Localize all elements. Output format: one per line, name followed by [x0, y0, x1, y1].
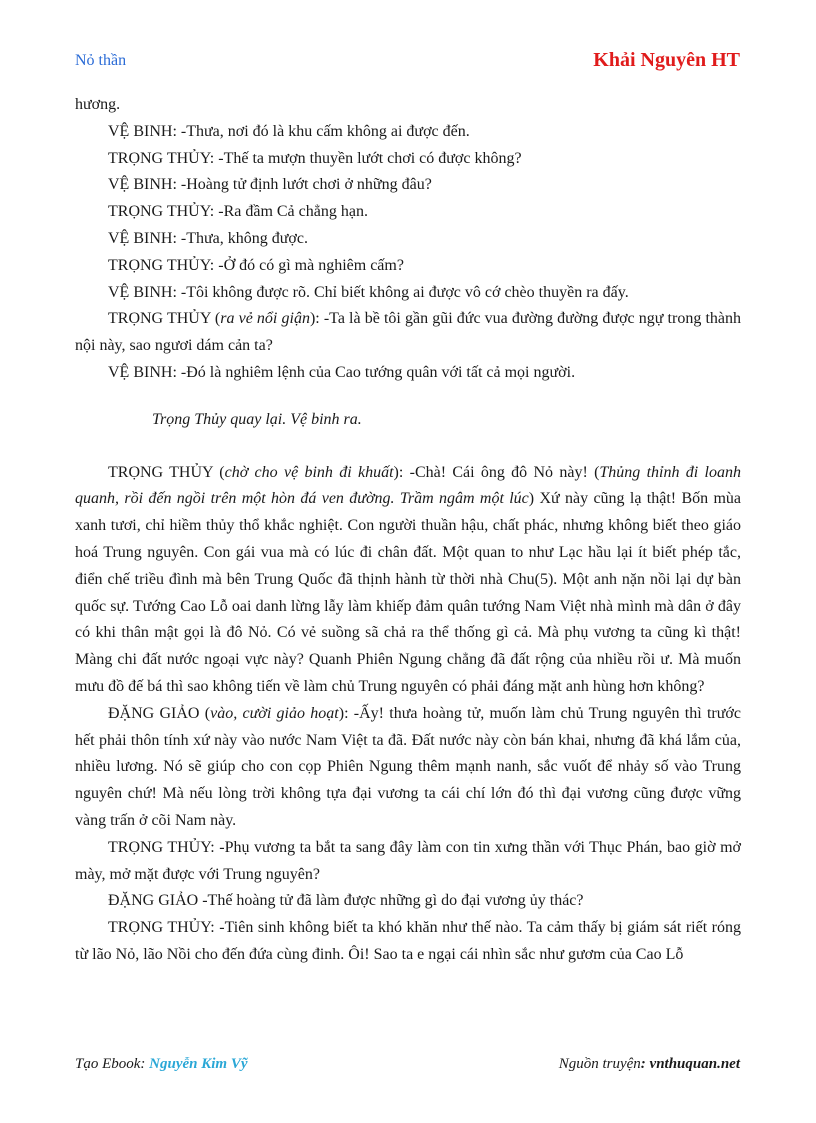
dialogue-text: ) Xứ này cũng lạ thật! Bốn mùa xanh tươi, chỉ hiềm thủy thổ khắc nghiệt. Con người thuần hậu, chất phác, nhưng không biết theo giáo hoá Trung nguyên. Con gái vua mà có lúc đi chân đất. Một quan to như Lạc hầu lại ít biết phép tắc, điển chế triều đình mà bên Trung Quốc đã thịnh hành từ thời nhà Chu(5). Một anh nặn nồi lại dự bàn quốc sự. Tướng Cao Lỗ oai danh lừng lẫy làm khiếp đảm quân tướng Nam Việt nhà mình mà dân ở đây có khi thân mật gọi là đô Nỏ. Có vẻ suồng sã chả ra thể thống gì cả. Mà phụ vương ta cũng kì thật! Màng chi đất nước ngoại vực này? Quanh Phiên Ngung chẳng đã đất rộng của nhiều rồi ư. Mà muốn mưu đồ đế bá thì sao không tiến về làm chủ Trung nguyên có phải đáng mặt anh hùng hơn không? [75, 490, 742, 695]
footer-separator: : [640, 1056, 650, 1072]
stage-direction-paragraph: Trọng Thủy quay lại. Vệ binh ra. [152, 410, 362, 428]
dialogue-line: TRỌNG THỦY: -Ra đầm Cả chẳng hạn. [108, 203, 368, 221]
stage-direction: vào, cười giảo hoạt [210, 704, 339, 722]
text-line: hương. [75, 96, 121, 113]
header-author: Khải Nguyên HT [593, 49, 740, 71]
header-book-title: Nỏ thần [75, 52, 127, 69]
footer-label: Tạo Ebook [75, 1056, 141, 1072]
dialogue-text: ): -Ấy! thưa hoàng tử, muốn làm chủ Trung nguyên thì trước hết phải thôn tính xứ này vào nước Nam Việt ta đã. Đất nước này còn bán khai, nhưng đã khá lắm của, nhiều lương. Nó sẽ giúp cho con cọp Phiên Ngung thêm mạnh nanh, sắc vuốt để nhảy số vào Trung nguyên chứ! Mà nếu lòng trời không tựa đại vương ta cái chí lớn đó thì đại vương cũng được vững vàng trấn ở cõi Nam này. [75, 704, 741, 829]
speaker: ĐẶNG GIẢO ( [108, 704, 211, 722]
dialogue-paragraph: ĐẶNG GIẢO -Thế hoàng tử đã làm được những gì do đại vương ủy thác? [108, 892, 584, 910]
dialogue-text: ): -Chà! Cái ông đô Nỏ này! ( [393, 463, 600, 481]
speaker: TRỌNG THỦY ( [108, 463, 225, 481]
footer-source-site: vnthuquan.net [649, 1056, 740, 1072]
footer-source-credit [559, 1056, 740, 1073]
dialogue-line: TRỌNG THỦY: -Thế ta mượn thuyền lướt chơi có được không? [108, 149, 522, 167]
footer-creator-name: Nguyễn Kim Vỹ [149, 1056, 248, 1072]
document-body [75, 92, 741, 969]
stage-direction: ra vẻ nổi giận [220, 310, 310, 328]
dialogue-text: ): -Ta là bề tôi gần gũi đức vua đường đường được ngự trong thành nội này, sao ngươi dám cản ta? [75, 310, 742, 355]
dialogue-line: VỆ BINH: -Thưa, không được. [108, 229, 308, 247]
dialogue-line: TRỌNG THỦY: -Ở đó có gì mà nghiêm cấm? [108, 256, 404, 274]
footer-ebook-credit [75, 1056, 248, 1073]
dialogue-line: VỆ BINH: -Đó là nghiêm lệnh của Cao tướng quân với tất cả mọi người. [108, 363, 576, 381]
dialogue-paragraph [75, 460, 741, 701]
footer-label: Nguồn truyện [558, 1056, 641, 1072]
stage-direction: Thủng thỉnh đi loanh quanh, rồi đến ngồi trên một hòn đá ven đường. Trầm ngâm một lúc [75, 463, 742, 508]
dialogue-line: VỆ BINH: -Tôi không được rõ. Chỉ biết không ai được vô cớ chèo thuyền ra đấy. [108, 283, 629, 301]
dialogue-paragraph: TRỌNG THỦY: -Phụ vương ta bắt ta sang đây làm con tin xưng thần với Thục Phán, bao giờ mở mày, mở mặt được với Trung nguyên? [75, 838, 741, 883]
dialogue-paragraph: TRỌNG THỦY: -Tiên sinh không biết ta khó khăn như thế nào. Ta cảm thấy bị giám sát riết róng từ lão Nỏ, lão Nồi cho đến đứa cùng đinh. Ôi! Sao ta e ngại cái nhìn sắc như gươm của Cao Lỗ [75, 919, 741, 963]
dialogue-line: VỆ BINH: -Thưa, nơi đó là khu cấm không ai được đến. [108, 122, 470, 140]
speaker: TRỌNG THỦY ( [108, 310, 221, 328]
footer-separator: : [140, 1056, 150, 1072]
stage-direction: chờ cho vệ binh đi khuất [224, 463, 394, 481]
dialogue-line: VỆ BINH: -Hoàng tử định lướt chơi ở những đâu? [108, 176, 432, 194]
dialogue-paragraph [75, 701, 741, 835]
dialogue-line [75, 306, 741, 360]
